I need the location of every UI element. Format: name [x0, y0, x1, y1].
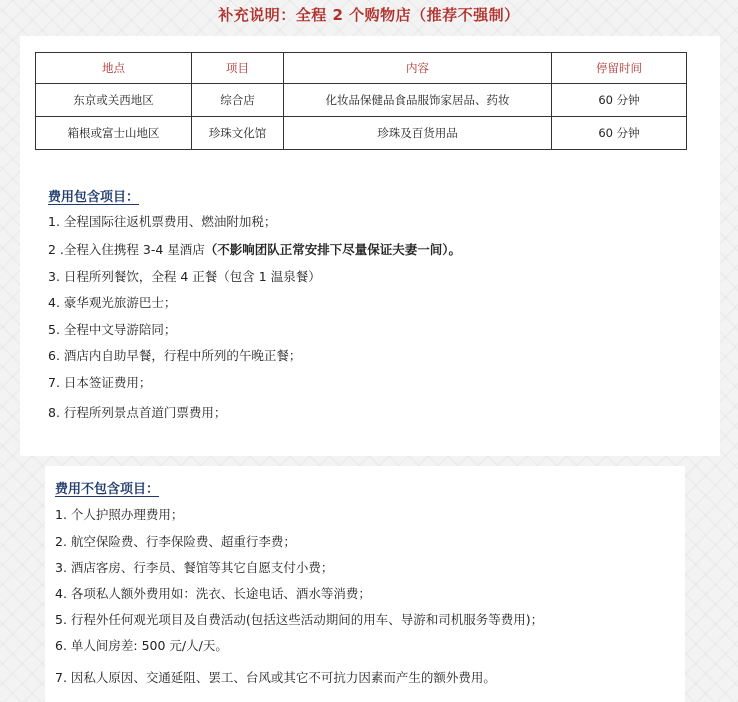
table-row: [36, 117, 687, 150]
table-header-cell: 停留时间: [552, 53, 687, 84]
table-header-row: [36, 53, 687, 84]
included-heading: 费用包含项目：: [48, 190, 140, 205]
list-item: 5. 行程外任何观光项目及自费活动(包括这些活动期间的用车、导游和司机服务等费用)；: [55, 612, 544, 627]
list-item: 5. 全程中文导游陪同；: [48, 322, 177, 337]
table-header-cell: 项目: [192, 53, 284, 84]
list-item: 3. 酒店客房、行李员、餐馆等其它自愿支付小费；: [55, 560, 334, 575]
list-item: 6. 单人间房差: 500 元/人/天。: [55, 638, 228, 653]
table-cell: 珍珠文化馆: [192, 117, 284, 150]
page-title: 补充说明：全程 2 个购物店（推荐不强制）: [218, 6, 520, 24]
table-header-cell: 地点: [36, 53, 192, 84]
list-item: 4. 各项私人额外费用如：洗衣、长途电话、酒水等消费；: [55, 586, 371, 601]
list-item-bold: （不影响团队正常安排下尽量保证夫妻一间）。: [204, 242, 462, 257]
list-item: 7. 因私人原因、交通延阻、罢工、台风或其它不可抗力因素而产生的额外费用。: [55, 670, 496, 685]
table-cell: 东京或关西地区: [36, 84, 192, 117]
list-item: 2. 航空保险费、行李保险费、超重行李费；: [55, 534, 296, 549]
list-item-text: 2 .全程入住携程 3-4 星酒店: [48, 242, 205, 257]
list-item: 1. 全程国际往返机票费用、燃油附加税；: [48, 214, 277, 229]
list-item: [48, 240, 461, 258]
list-item: 3. 日程所列餐饮，全程 4 正餐（包含 1 温泉餐）: [48, 269, 321, 284]
table-row: [36, 84, 687, 117]
table-cell: 化妆品保健品食品服饰家居品、药妆: [284, 84, 552, 117]
shopping-table: [35, 52, 687, 150]
list-item: 6. 酒店内自助早餐，行程中所列的午晚正餐；: [48, 348, 302, 363]
excluded-heading: 费用不包含项目：: [55, 482, 160, 497]
list-item: 1. 个人护照办理费用；: [55, 507, 184, 522]
table-cell: 60 分钟: [552, 84, 687, 117]
list-item: 4. 豪华观光旅游巴士；: [48, 295, 177, 310]
list-item: 8. 行程所列景点首道门票费用；: [48, 405, 227, 420]
table-header-cell: 内容: [284, 53, 552, 84]
list-item: 7. 日本签证费用；: [48, 375, 152, 390]
table-cell: 箱根或富士山地区: [36, 117, 192, 150]
table-cell: 综合店: [192, 84, 284, 117]
table-cell: 珍珠及百货用品: [284, 117, 552, 150]
table-cell: 60 分钟: [552, 117, 687, 150]
